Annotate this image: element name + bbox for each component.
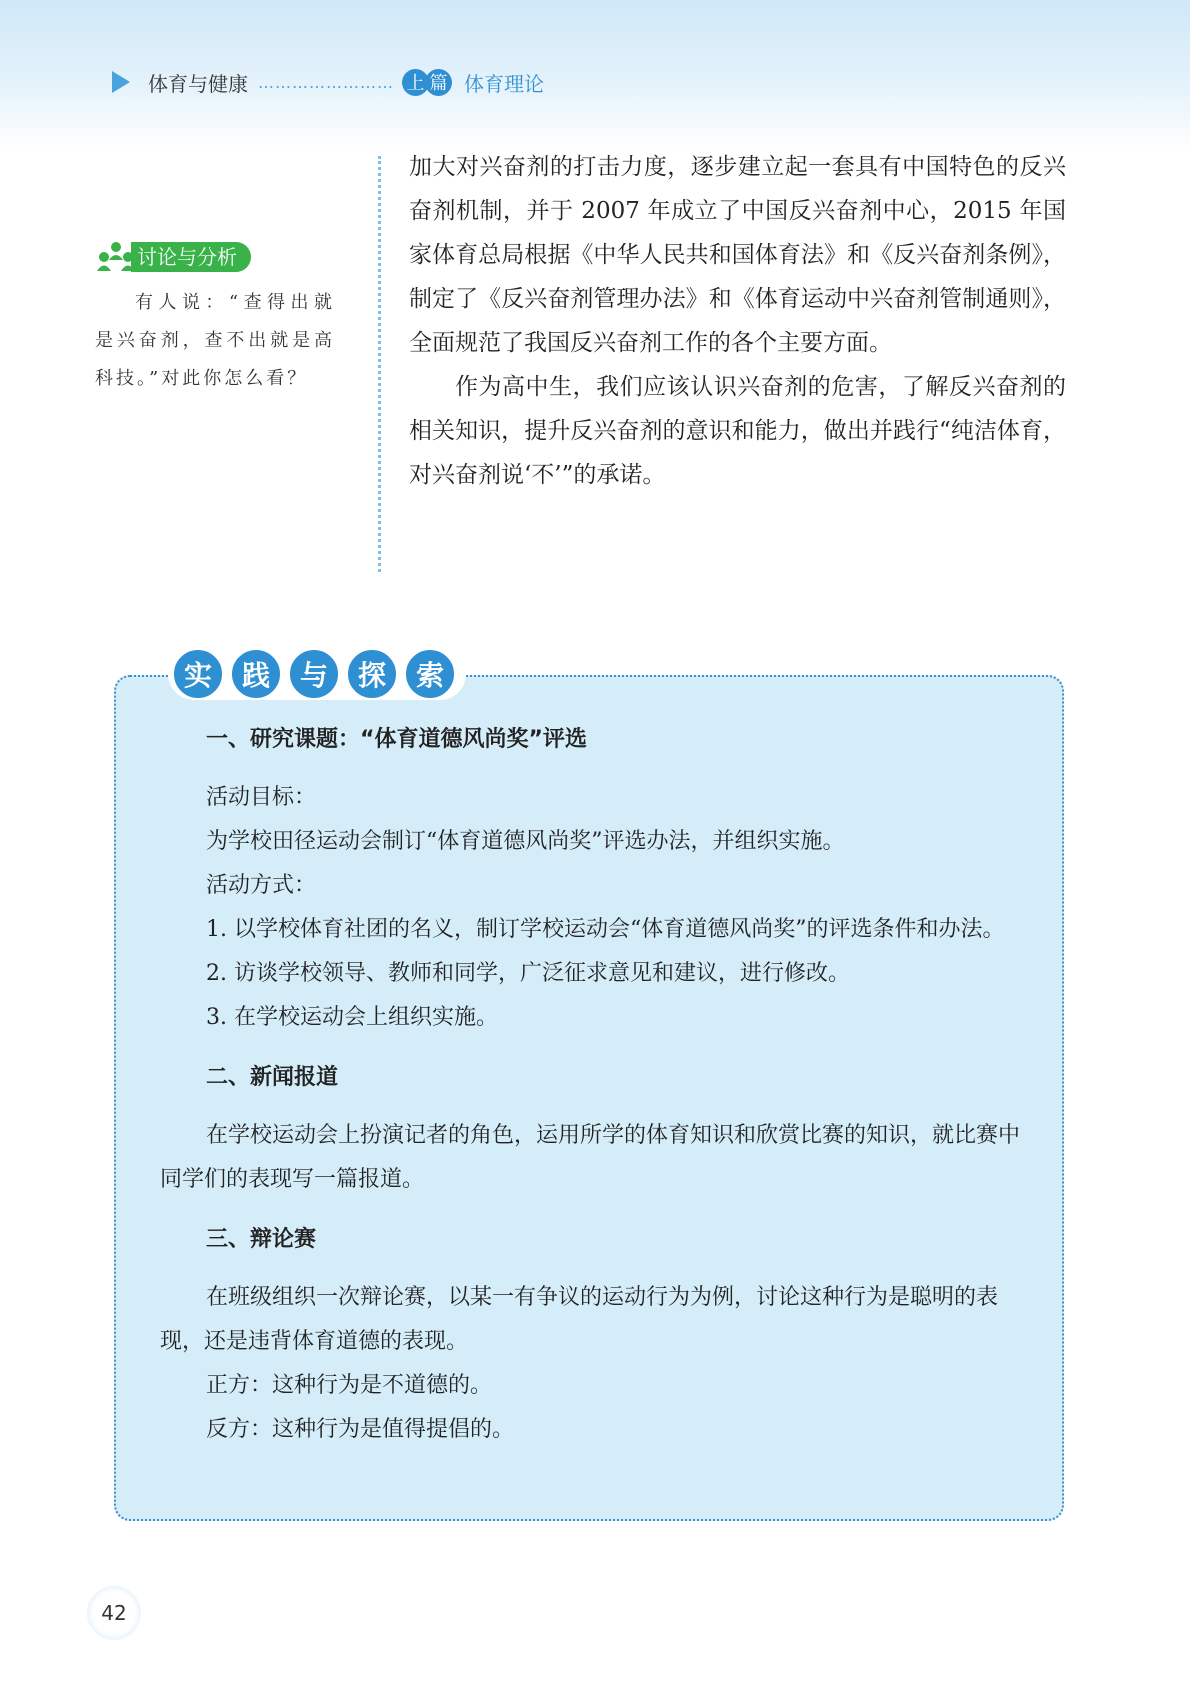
body-paragraph: 作为高中生，我们应该认识兴奋剂的危害，了解反兴奋剂的相关知识，提升反兴奋剂的意识和能力，做出并践行“纯洁体育，对兴奋剂说‘不’”的承诺。 [409,374,1066,488]
section-text: 在班级组织一次辩论赛，以某一有争议的运动行为为例，讨论这种行为是聪明的表现，还是违背体育道德的表现。 [160,1285,999,1354]
discussion-sidebar [95,240,355,398]
discussion-question: 有人说：“查得出就是兴奋剂，查不出就是高科技。”对此你怎么看？ [95,292,335,389]
part-name: 体育理论 [464,71,544,96]
section-heading: 二、新闻报道 [206,1065,339,1090]
leader-dots: …………………… [258,72,394,92]
practice-title [168,648,466,700]
method-item: 3. 在学校运动会上组织实施。 [206,1005,498,1030]
method-item: 1. 以学校体育社团的名义，制订学校运动会“体育道德风尚奖”的评选条件和办法。 [206,917,1005,942]
part-badge [402,69,452,96]
practice-title-char: 索 [404,648,456,700]
main-body [409,145,1066,497]
practice-title-char: 探 [346,648,398,700]
method-item: 2. 访谈学校领导、教师和同学，广泛征求意见和建议，进行修改。 [206,961,850,986]
triangle-marker-icon [112,71,130,93]
discussion-tag [95,240,355,274]
method-label: 活动方式： [206,873,317,898]
goal-label: 活动目标： [206,785,317,810]
goal-text: 为学校田径运动会制订“体育道德风尚奖”评选办法，并组织实施。 [206,829,845,854]
discussion-tag-label: 讨论与分析 [131,242,251,272]
body-paragraph: 加大对兴奋剂的打击力度，逐步建立起一套具有中国特色的反兴奋剂机制，并于 2007 年成立了中国反兴奋剂中心，2015 年国家体育总局根据《中华人民共和国体育法》和《反兴奋剂条例》，制定了《反兴奋剂管理办法》和《体育运动中兴奋剂管制通则》，全面规范了我国反兴奋剂工作的各个主要方面。 [409,154,1066,356]
practice-title-char: 与 [288,648,340,700]
section-text: 在学校运动会上扮演记者的角色，运用所学的体育知识和欣赏比赛的知识，就比赛中同学们的表现写一篇报道。 [160,1123,1021,1192]
pro-side: 正方：这种行为是不道德的。 [206,1373,493,1398]
book-title: 体育与健康 [148,71,248,96]
section-heading: 一、研究课题：“体育道德风尚奖”评选 [206,727,587,752]
page-number: 42 [87,1586,141,1640]
running-header [112,66,544,98]
con-side: 反方：这种行为是值得提倡的。 [206,1417,515,1442]
practice-content [160,718,1024,1452]
practice-title-char: 实 [172,648,224,700]
column-divider [378,156,381,572]
practice-title-char: 践 [230,648,282,700]
part-char-1: 上 [402,69,429,96]
section-heading: 三、辩论赛 [206,1227,317,1252]
part-char-2: 篇 [425,69,452,96]
